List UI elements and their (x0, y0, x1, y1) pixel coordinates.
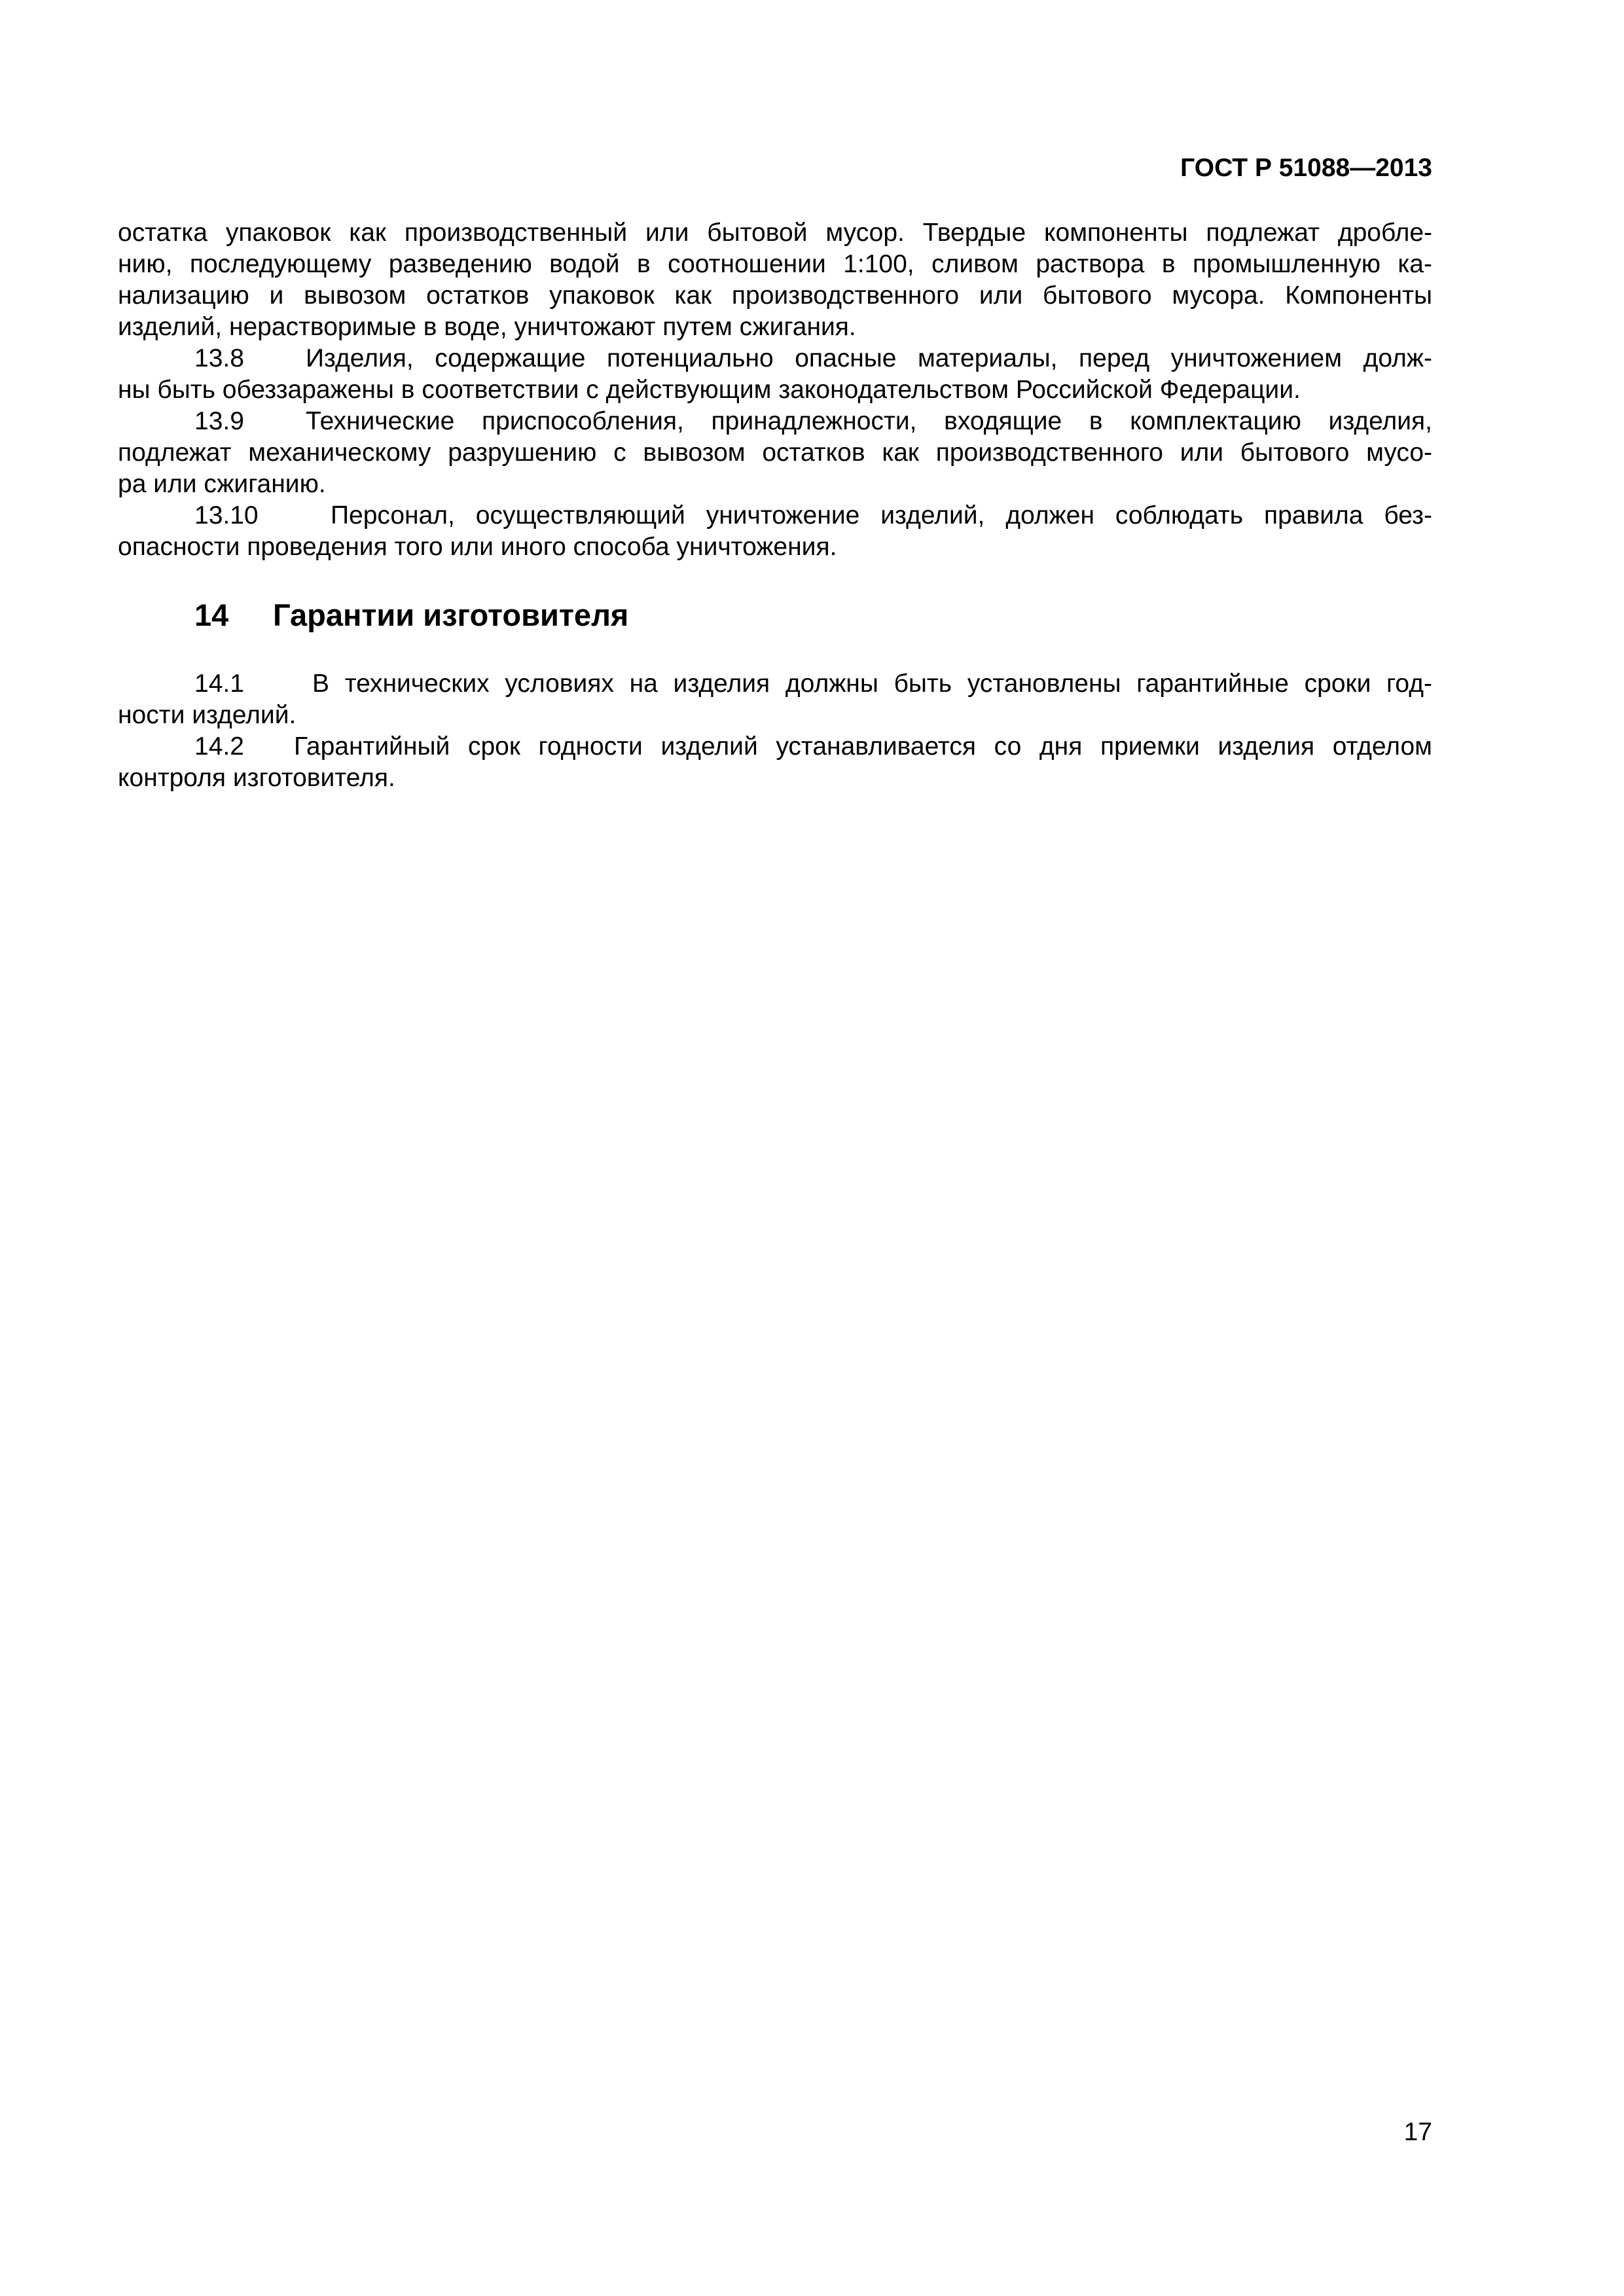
text-line: ны быть обеззаражены в соответствии с действующим законодательством Российской Федерации. (118, 376, 1301, 404)
text-line: ра или сжиганию. (118, 470, 326, 498)
clause-text: Гарантийный срок годности изделий устанавливается со дня приемки изделия отделом (294, 732, 1432, 761)
section-number: 14 (194, 598, 229, 632)
clause-text: Изделия, содержащие потенциально опасные материалы, перед уничтожением долж- (306, 344, 1432, 372)
clause-13-8 (118, 343, 1432, 374)
text-line: контроля изготовителя. (118, 764, 395, 792)
clause-number: 14.2 (194, 732, 244, 761)
clause-13-10 (118, 500, 1432, 531)
text-line: нализацию и вывозом остатков упаковок как производственного или бытового мусора. Компоненты (118, 281, 1432, 310)
section-14-text (118, 668, 1432, 794)
document-code: ГОСТ Р 51088—2013 (1180, 154, 1432, 182)
clause-14-2 (118, 731, 1432, 762)
clause-text: Персонал, осуществляющий уничтожение изделий, должен соблюдать правила без- (331, 501, 1432, 529)
text-line: остатка упаковок как производственный или бытовой мусор. Твердые компоненты подлежат дробле- (118, 219, 1432, 247)
clause-13-9 (118, 406, 1432, 437)
clause-number: 13.8 (194, 344, 244, 372)
clause-number: 13.10 (194, 501, 259, 529)
text-line: нию, последующему разведению водой в соотношении 1:100, сливом раствора в промышленную ка- (118, 250, 1432, 278)
clause-text: В технических условиях на изделия должны быть установлены гарантийные сроки год- (312, 670, 1432, 698)
section-title: Гарантии изготовителя (273, 598, 629, 632)
page-number: 17 (1403, 2118, 1432, 2146)
clause-number: 13.9 (194, 407, 244, 435)
section-14-heading (194, 596, 628, 635)
text-line: опасности проведения того или иного способа уничтожения. (118, 533, 837, 561)
clause-number: 14.1 (194, 670, 244, 698)
text-line: ности изделий. (118, 701, 297, 729)
clause-text: Технические приспособления, принадлежности, входящие в комплектацию изделия, (306, 407, 1432, 435)
section-13-text (118, 217, 1432, 563)
text-line: изделий, нерастворимые в воде, уничтожают путем сжигания. (118, 313, 856, 341)
text-line: подлежат механическому разрушению с вывозом остатков как производственного или бытового мусо- (118, 439, 1432, 467)
clause-14-1 (118, 668, 1432, 700)
